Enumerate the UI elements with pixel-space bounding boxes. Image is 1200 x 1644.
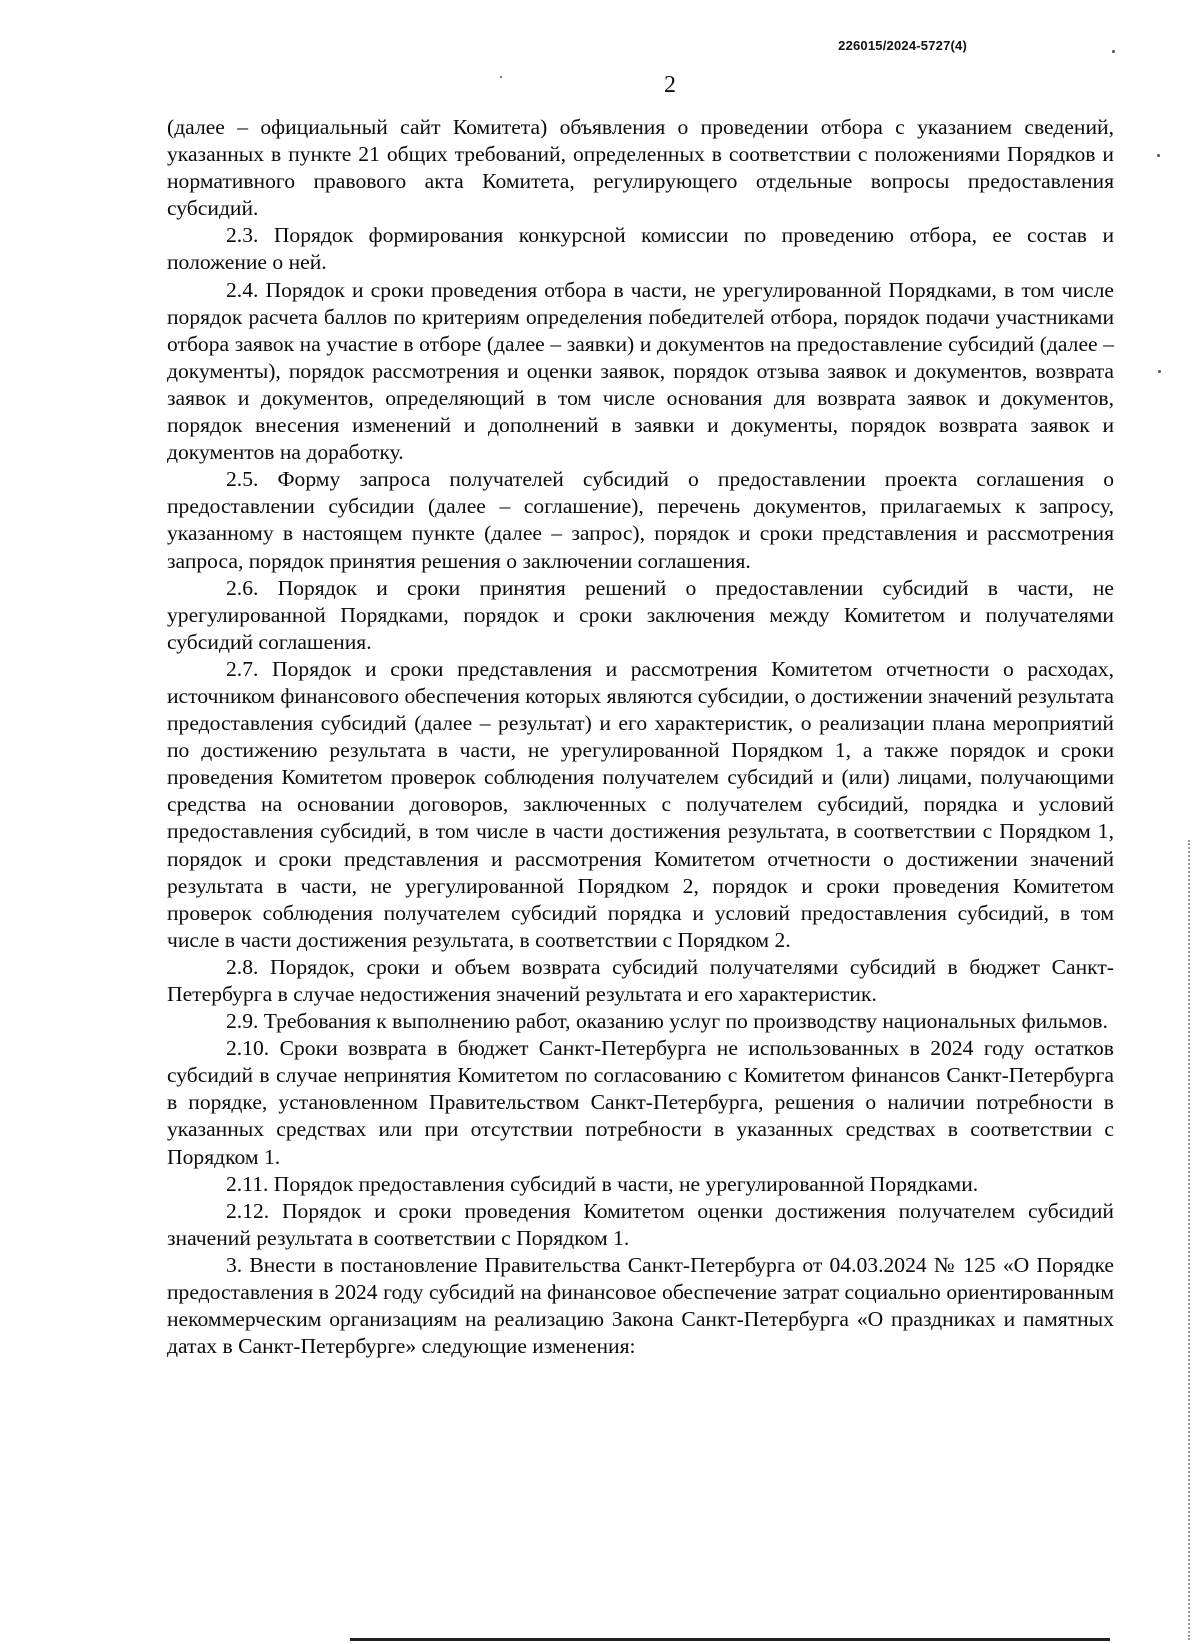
paragraph-2-7: 2.7. Порядок и сроки представления и рассмотрения Комитетом отчетности о расходах, источником финансового обеспечения которых являются субсидии, о достижении значений результата предоставления субсидий (далее – результат) и его характеристик, о реализации плана мероприятий по достижению результата в части, не урегулированной Порядком 1, а также порядок и сроки проведения Комитетом проверок соблюдения получателем субсидий и (или) лицами, получающими средства на основании договоров, заключенных с получателем субсидий, порядка и условий предоставления субсидий, в том числе в части достижения результата, в соответствии с Порядком 1, порядок и сроки представления и рассмотрения Комитетом отчетности о достижении значений результата в части, не урегулированной Порядком 2, порядок и сроки проведения Комитетом проверок соблюдения получателем субсидий порядка и условий предоставления субсидий, в том числе в части достижения результата, в соответствии с Порядком 2. (167, 656, 1114, 952)
scan-bottom-edge (350, 1638, 1110, 1641)
document-number: 226015/2024-5727(4) (838, 38, 967, 53)
paragraph-2-4: 2.4. Порядок и сроки проведения отбора в части, не урегулированной Порядками, в том числе порядок расчета баллов по критериям определения победителей отбора, порядок подачи участниками отбора заявок на участие в отборе (далее – заявки) и документов на предоставление субсидий (далее – документы), порядок рассмотрения и оценки заявок, порядок отзыва заявок и документов, возврата заявок и документов, определяющий в том числе основания для возврата заявок и документов, порядок внесения изменений и дополнений в заявки и документы, порядок возврата заявок и документов на доработку. (167, 277, 1114, 465)
paragraph-2-5: 2.5. Форму запроса получателей субсидий о предоставлении проекта соглашения о предоставлении субсидии (далее – соглашение), перечень документов, прилагаемых к запросу, указанному в настоящем пункте (далее – запрос), порядок и сроки представления и рассмотрения запроса, порядок принятия решения о заключении соглашения. (167, 467, 1114, 573)
scan-speck (1158, 370, 1161, 373)
scan-edge-line (1188, 840, 1192, 1640)
paragraph-2-8: 2.8. Порядок, сроки и объем возврата субсидий получателями субсидий в бюджет Санкт-Петербурга в случае недостижения значений результата и его характеристик. (167, 954, 1114, 1006)
paragraph-2-12: 2.12. Порядок и сроки проведения Комитетом оценки достижения получателем субсидий значений результата в соответствии с Порядком 1. (167, 1198, 1114, 1250)
document-body (167, 114, 1114, 1360)
paragraph-2-3: 2.3. Порядок формирования конкурсной комиссии по проведению отбора, ее состав и положение о ней. (167, 223, 1114, 275)
paragraph-continuation: (далее – официальный сайт Комитета) объявления о проведении отбора с указанием сведений, указанных в пункте 21 общих требований, определенных в соответствии с положениями Порядков и нормативного правового акта Комитета, регулирующего отдельные вопросы предоставления субсидий. (167, 115, 1114, 221)
page-number: 2 (664, 72, 676, 98)
paragraph-2-11: 2.11. Порядок предоставления субсидий в части, не урегулированной Порядками. (226, 1171, 979, 1196)
scan-speck (500, 76, 502, 78)
paragraph-2-9: 2.9. Требования к выполнению работ, оказанию услуг по производству национальных фильмов. (226, 1009, 1108, 1034)
paragraph-3: 3. Внести в постановление Правительства Санкт-Петербурга от 04.03.2024 № 125 «О Порядке предоставления в 2024 году субсидий на финансовое обеспечение затрат социально ориентированным некоммерческим организациям на реализацию Закона Санкт-Петербурга «О праздниках и памятных датах в Санкт-Петербурге» следующие изменения: (167, 1252, 1114, 1359)
paragraph-2-10: 2.10. Сроки возврата в бюджет Санкт-Петербурга не использованных в 2024 году остатков субсидий в случае непринятия Комитетом по согласованию с Комитетом финансов Санкт-Петербурга в порядке, установленном Правительством Санкт-Петербурга, решения о наличии потребности в указанных средствах или при отсутствии потребности в указанных средствах в соответствии с Порядком 1. (167, 1036, 1114, 1169)
paragraph-2-6: 2.6. Порядок и сроки принятия решений о предоставлении субсидий в части, не урегулированной Порядками, порядок и сроки заключения между Комитетом и получателями субсидий соглашения. (167, 575, 1114, 654)
scan-speck (1112, 50, 1115, 53)
scan-speck (1157, 154, 1160, 157)
